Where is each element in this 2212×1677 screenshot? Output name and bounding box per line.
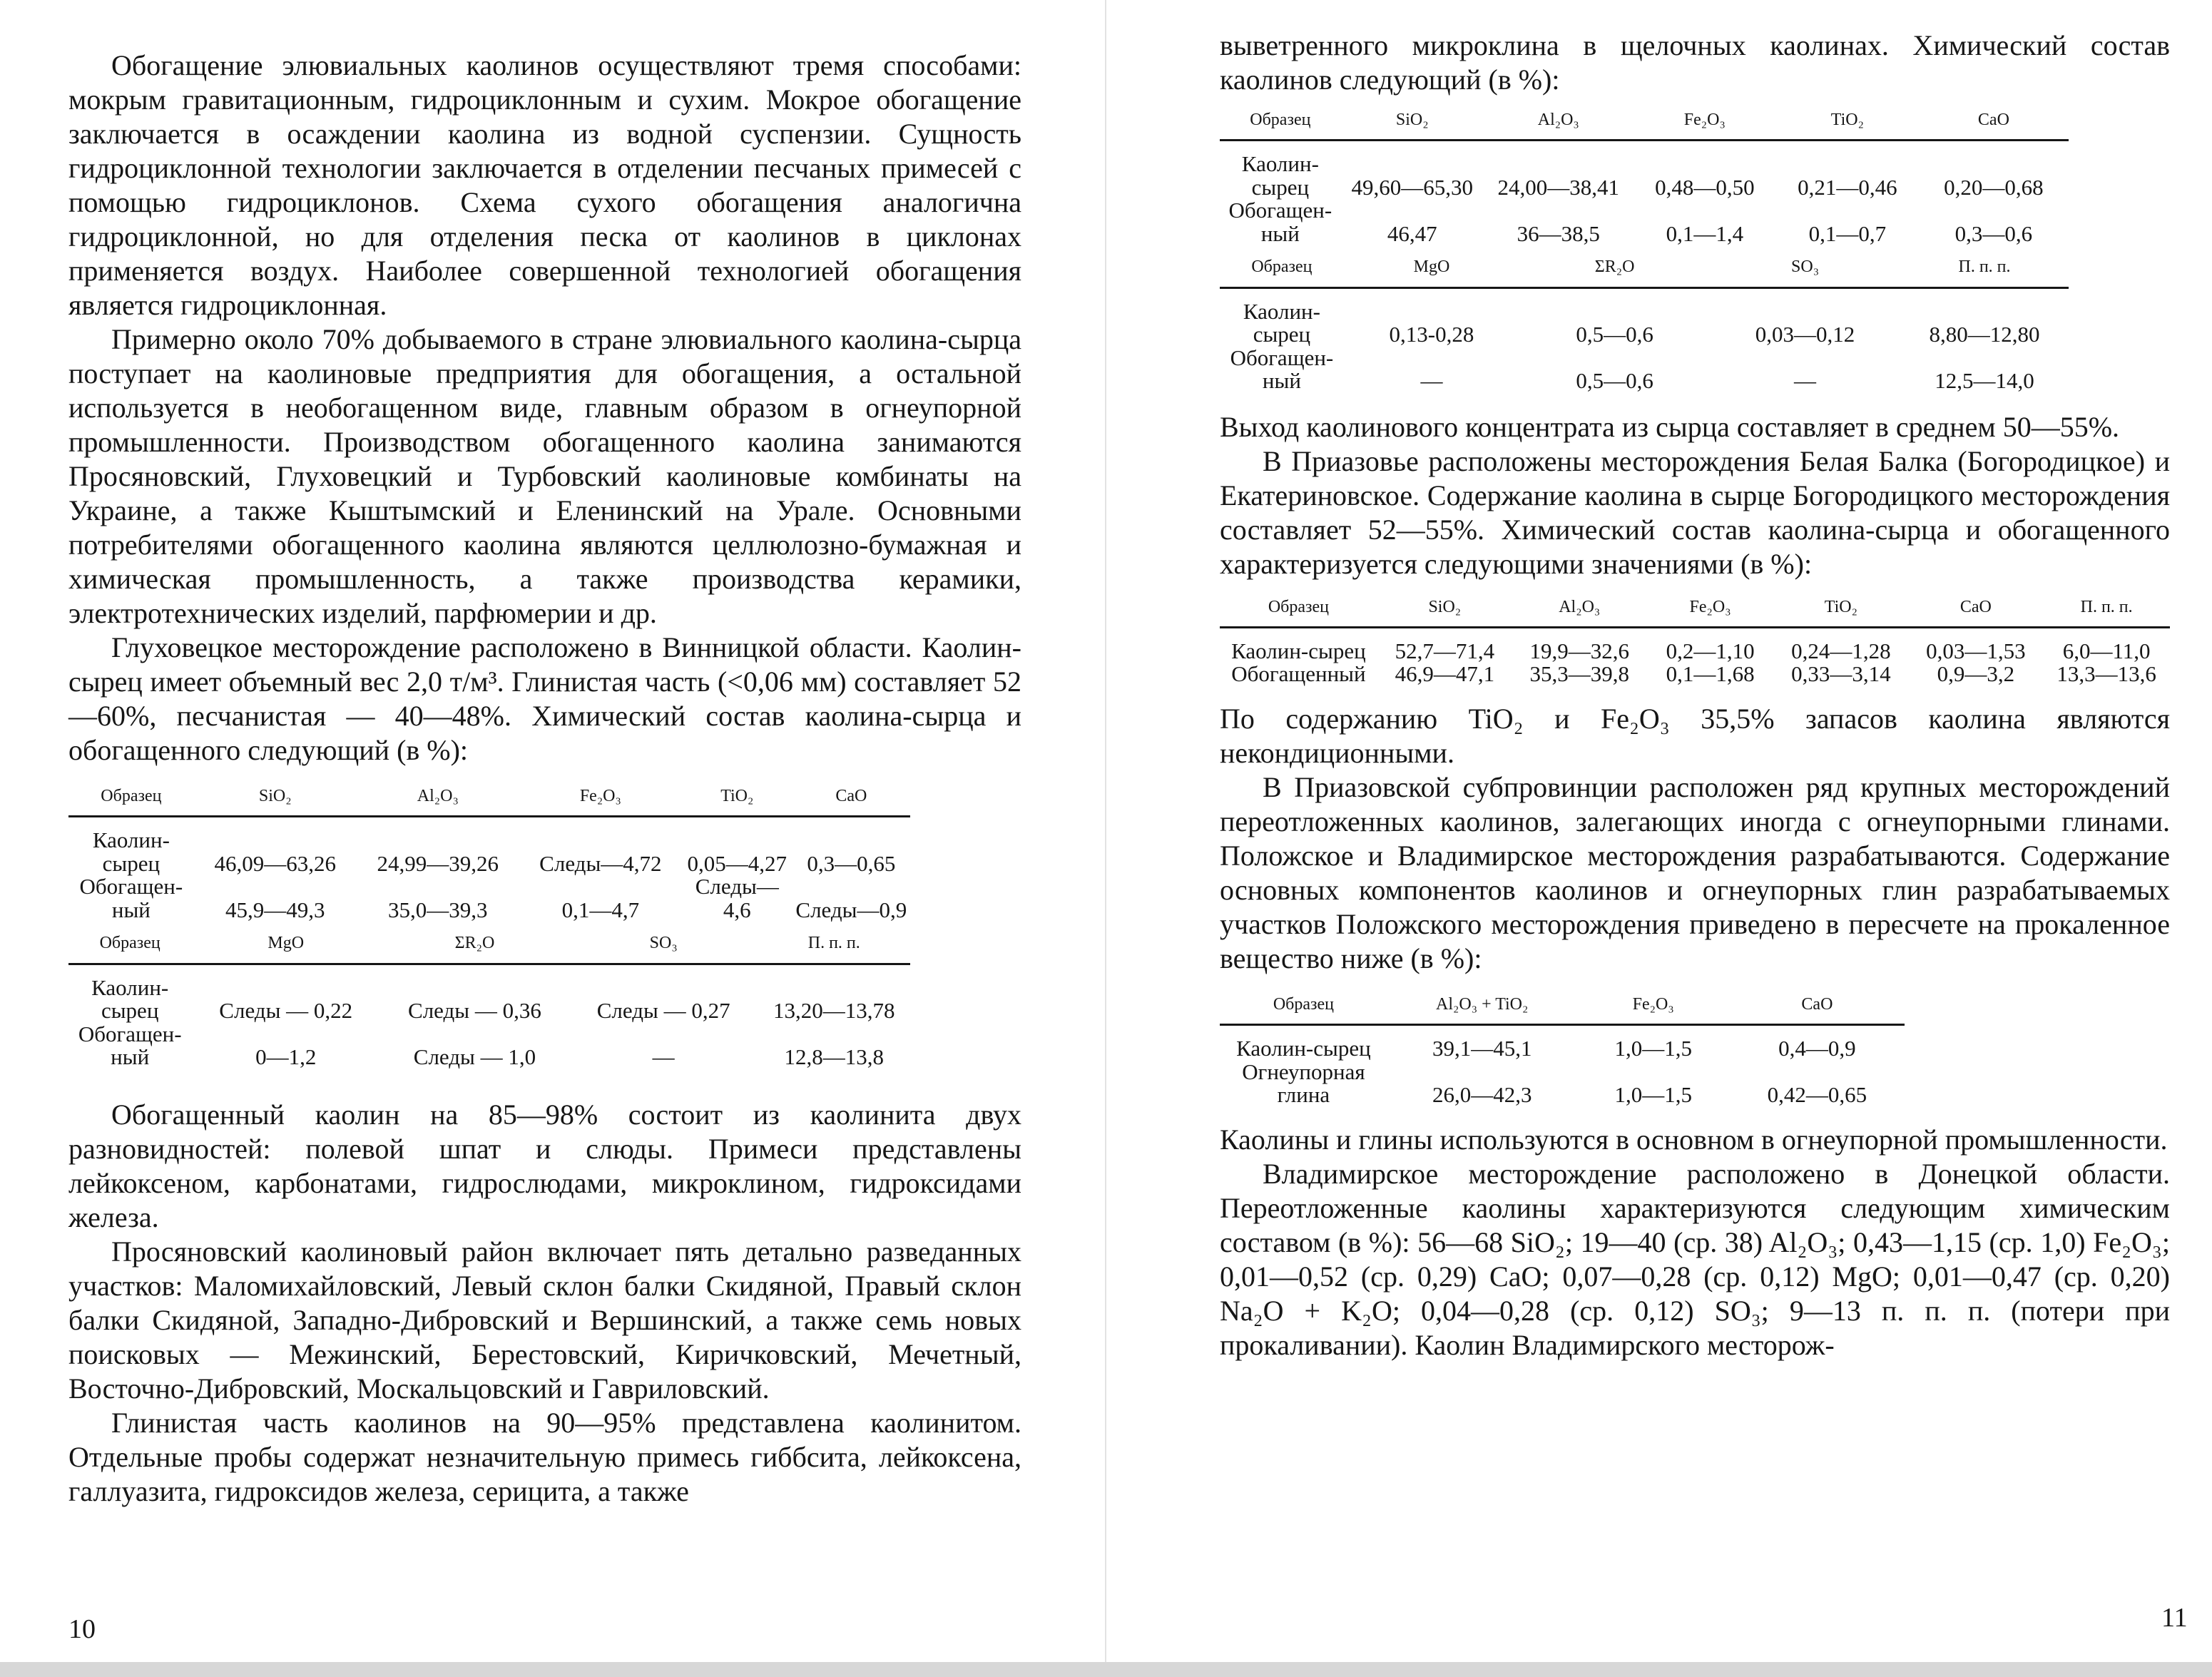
table-cell: 19,9—32,6: [1529, 638, 1629, 663]
table-header-row: [68, 934, 910, 964]
table-cell: Каолин-сырец: [1236, 1036, 1371, 1061]
table-header-cell: Образец: [1220, 996, 1387, 1025]
table-cell: 0,24—1,28: [1791, 638, 1891, 663]
table-cell: Следы—4,72: [539, 850, 662, 876]
table-cell: Следы — 0,22: [219, 998, 353, 1024]
table-cell: Огнеупорная глина: [1242, 1059, 1365, 1108]
table-row: [68, 875, 910, 922]
table-cell: 0,13-0,28: [1389, 322, 1474, 347]
table-header-cell: П. п. п.: [758, 934, 910, 964]
table-cell: 0,1—0,7: [1808, 220, 1887, 246]
table-kaolin-composition: [1220, 111, 2069, 245]
table-cell: Каолин-сырец: [92, 827, 170, 876]
paragraph-priazovye: В Приазовье расположены месторождения Белая Балка (Богородицкое) и Екатериновское. Содержание каолина в сырце Богородицкого месторождения составляет 52—55%. Химический состав каолина-сырца и обогащенного характеризуется следующими значениями (в %):: [1220, 444, 2170, 580]
table-cell: Следы—4,6: [695, 874, 779, 922]
table-cell: 1,0—1,5: [1614, 1036, 1692, 1061]
right-text-column: [1220, 29, 2170, 1362]
table-cell: 0,21—0,46: [1798, 174, 1897, 200]
table-header-cell: TiO₂: [1776, 111, 1919, 141]
table-header-cell: CaO: [1730, 996, 1905, 1025]
table-cell: 0,33—3,14: [1791, 661, 1891, 687]
table-row: [1220, 1061, 1905, 1107]
table-header-cell: Al₂O₃: [1484, 111, 1633, 141]
table-row: [1220, 287, 2069, 347]
table-header-cell: SiO₂: [1377, 598, 1512, 628]
table-header-cell: Образец: [1220, 111, 1341, 141]
table-header-row: [1220, 258, 2069, 287]
table-cell: 46,9—47,1: [1395, 661, 1495, 687]
table-cell: 0,03—0,12: [1755, 322, 1855, 347]
table-cell: 13,3—13,6: [2056, 661, 2156, 687]
right-page: [1106, 0, 2212, 1677]
table-header-row: [1220, 111, 2069, 141]
table-kaolin-composition-continued: [1220, 258, 2069, 392]
table-header-cell: TiO₂: [682, 787, 792, 817]
table-cell: 0,03—1,53: [1926, 638, 2026, 663]
table-cell: 8,80—12,80: [1929, 322, 2040, 347]
table-header-row: [68, 787, 910, 817]
paragraph-clay-fraction: Глинистая часть каолинов на 90—95% представлена каолинитом. Отдельные пробы содержат незначительную примесь гиббсита, лейкоксена, галлуазита, гидроксидов железа, серицита, а также: [68, 1406, 1021, 1507]
paragraph-prosyanovsky: Просяновский каолиновый район включает пять детально разведанных участков: Маломихайловский, Левый склон балки Скидяной, Правый склон балки Скидяной, Западно-Дибровский и Вершинский, а также семь новых поисковых — Межинский, Берестовский, Киричковский, Мечетный, Восточно-Дибровский, Москальцовский и Гавриловский.: [68, 1235, 1021, 1405]
paragraph-subprovince: В Приазовской субпровинции расположен ряд крупных месторождений переотложенных каолинов, залегающих иногда с огнеупорными глинами. Положское и Владимирское месторождения разрабатываются. Содержание основных компонентов каолинов и огнеупорных глин разрабатываемых участков Положского месторождения приведено в пересчете на прокаленное вещество ниже (в %):: [1220, 771, 2170, 975]
table-cell: 35,3—39,8: [1529, 661, 1629, 687]
table-cell: 13,20—13,78: [773, 998, 895, 1024]
table-row: [1220, 1025, 1905, 1061]
table-cell: 0—1,2: [255, 1044, 317, 1070]
table-header-cell: Al₂O₃ + TiO₂: [1387, 996, 1577, 1025]
paragraph-concentrate-yield: Выход каолинового концентрата из сырца составляет в среднем 50—55%.: [1220, 410, 2120, 443]
table-header-cell: Fe₂O₃: [1577, 996, 1730, 1025]
table-cell: 39,1—45,1: [1432, 1036, 1532, 1061]
table-header-cell: SO₃: [1710, 258, 1900, 287]
table-glukhovets-composition: [68, 787, 910, 922]
table-cell: Обогащен-ный: [1228, 198, 1332, 246]
paragraph-vladimirskoe: Владимирское месторождение расположено в Донецкой области. Переотложенные каолины характеризуются следующим химическим составом (в %): 56—68 SiO₂; 19—40 (ср. 38) Al₂O₃; 0,43—1,15 (ср. 1,0) Fe₂O₃; 0,01—0,52 (ср. 0,29) CaO; 0,07—0,28 (ср. 0,12) MgO; 0,01—0,47 (ср. 0,20) Na₂O + K₂O; 0,04—0,28 (ср. 0,12) SO₃; 9—13 п. п. п. (потери при прокаливании). Каолин Владимирского месторож-: [1220, 1157, 2170, 1361]
table-cell: 24,00—38,41: [1497, 174, 1620, 200]
table-header-cell: Образец: [1220, 598, 1377, 628]
table-header-cell: MgO: [191, 934, 380, 964]
table-header-cell: SO₃: [569, 934, 758, 964]
table-cell: 0,5—0,6: [1576, 368, 1653, 394]
table-cell: 0,20—0,68: [1944, 174, 2044, 200]
table-header-cell: TiO₂: [1773, 598, 1908, 628]
paragraph-substandard-reserves: По содержанию TiO₂ и Fe₂O₃ 35,5% запасов каолина являются некондиционными.: [1220, 703, 2170, 770]
table-header-cell: П. п. п.: [1900, 258, 2069, 287]
table-row: [1220, 199, 2069, 245]
table-cell: 1,0—1,5: [1614, 1082, 1692, 1108]
table-polozhsky-composition: [1220, 996, 1905, 1107]
table-cell: Обогащен-ный: [79, 874, 183, 922]
table-cell: 35,0—39,3: [388, 897, 488, 922]
left-text-column: [68, 49, 1021, 1509]
table-header-cell: Образец: [68, 934, 191, 964]
table-cell: —: [1794, 368, 1817, 394]
table-cell: 0,5—0,6: [1576, 322, 1653, 347]
table-cell: —: [652, 1044, 675, 1070]
table-cell: Обогащен-ный: [1230, 345, 1334, 394]
table-header-cell: Fe₂O₃: [1633, 111, 1776, 141]
table-row: [68, 964, 910, 1023]
page-number-right: 11: [2161, 1603, 2188, 1633]
table-cell: Каолин-сырец: [1231, 638, 1366, 663]
table-header-cell: CaO: [792, 787, 910, 817]
table-cell: 0,1—1,68: [1666, 661, 1755, 687]
table-row: [68, 817, 910, 876]
table-cell: 12,5—14,0: [1935, 368, 2034, 394]
table-cell: 0,9—3,2: [1937, 661, 2015, 687]
table-header-cell: Fe₂O₃: [1647, 598, 1774, 628]
table-cell: Следы — 0,27: [596, 998, 730, 1024]
table-cell: Каолин-сырец: [1241, 151, 1319, 200]
table-header-cell: Al₂O₃: [357, 787, 519, 817]
table-cell: 49,60—65,30: [1351, 174, 1473, 200]
table-cell: 0,48—0,50: [1655, 174, 1755, 200]
paragraph-enriched-kaolin: Обогащенный каолин на 85—98% состоит из каолинита двух разновидностей: полевой шпат и слюды. Примеси представлены лейкоксеном, карбонатами, гидрослюдами, микроклином, гидроксидами железа.: [68, 1098, 1021, 1233]
table-cell: Следы — 0,36: [408, 998, 541, 1024]
table-row: [68, 1023, 910, 1069]
table-header-cell: MgO: [1344, 258, 1519, 287]
table-cell: 0,1—4,7: [561, 897, 640, 922]
page-number-left: 10: [68, 1614, 96, 1644]
table-cell: 0,1—1,4: [1666, 220, 1744, 246]
table-cell: 0,3—0,6: [1954, 220, 2033, 246]
table-bogoroditsky-composition: [1220, 598, 2170, 686]
table-header-cell: SiO₂: [1341, 111, 1484, 141]
table-cell: 0,4—0,9: [1778, 1036, 1856, 1061]
table-cell: 0,2—1,10: [1666, 638, 1755, 663]
table-cell: 46,09—63,26: [214, 850, 336, 876]
table-cell: 52,7—71,4: [1395, 638, 1495, 663]
table-cell: 45,9—49,3: [225, 897, 325, 922]
table-cell: Следы — 1,0: [413, 1044, 536, 1070]
table-header-row: [1220, 598, 2170, 628]
table-cell: 24,99—39,26: [377, 850, 499, 876]
table-cell: 6,0—11,0: [2062, 638, 2151, 663]
table-cell: Обогащенный: [1231, 661, 1366, 687]
paragraph-microcline: выветренного микроклина в щелочных каолинах. Химический состав каолинов следующий (в %):: [1220, 29, 2170, 96]
table-row: [1220, 663, 2170, 686]
table-cell: —: [1420, 368, 1443, 394]
table-header-cell: CaO: [1908, 598, 2043, 628]
table-header-cell: Образец: [1220, 258, 1344, 287]
table-header-cell: SiO₂: [194, 787, 357, 817]
table-row: [1220, 627, 2170, 663]
table-cell: Обогащен-ный: [78, 1021, 182, 1070]
table-header-cell: CaO: [1919, 111, 2069, 141]
table-cell: 46,47: [1387, 220, 1437, 246]
table-cell: Каолин-сырец: [91, 974, 169, 1024]
table-header-cell: Al₂O₃: [1512, 598, 1647, 628]
table-glukhovets-composition-continued: [68, 934, 910, 1069]
table-cell: Следы—0,9: [795, 897, 907, 922]
table-cell: 0,05—4,27: [687, 850, 788, 876]
table-header-cell: Образец: [68, 787, 194, 817]
table-cell: Каолин-сырец: [1243, 298, 1320, 347]
table-header-cell: ΣR₂O: [1519, 258, 1710, 287]
table-cell: 36—38,5: [1517, 220, 1600, 246]
table-header-cell: ΣR₂O: [380, 934, 569, 964]
table-header-cell: П. п. п.: [2043, 598, 2170, 628]
table-cell: 0,42—0,65: [1767, 1082, 1867, 1108]
table-row: [1220, 141, 2069, 200]
table-row: [1220, 347, 2069, 393]
paragraph-usage: Каолины и глины используются в основном в огнеупорной промышленности.: [1220, 1123, 2168, 1156]
table-header-row: [1220, 996, 1905, 1025]
table-header-cell: Fe₂O₃: [519, 787, 682, 817]
table-cell: 0,3—0,65: [807, 850, 896, 876]
table-cell: 12,8—13,8: [784, 1044, 885, 1070]
paragraph-glukhovets: Глуховецкое месторождение расположено в Винницкой области. Каолин-сырец имеет объемный вес 2,0 т/м³. Глинистая часть (<0,06 мм) составляет 52—60%, песчанистая — 40—48%. Химический состав каолина-сырца и обогащенного следующий (в %):: [68, 631, 1021, 766]
table-cell: 26,0—42,3: [1432, 1082, 1532, 1108]
paragraph-production: Примерно около 70% добываемого в стране элювиального каолина-сырца поступает на каолиновые предприятия для обогащения, а остальной используется в необогащенном виде, главным образом в огнеупорной промышленности. Производством обогащенного каолина занимаются Просяновский, Глуховецкий и Турбовский каолиновые комбинаты на Украине, а также Кыштымский и Еленинский на Урале. Основными потребителями обогащенного каолина являются целлюлозно-бумажная и химическая промышленность, а также производства керамики, электротехнических изделий, парфюмерии и др.: [68, 323, 1021, 629]
paragraph-enrichment-methods: Обогащение элювиальных каолинов осуществляют тремя способами: мокрым гравитационным, гидроциклонным и сухим. Мокрое обогащение заключается в осаждении каолина из водной суспензии. Сущность гидроциклонной технологии заключается в отделении песчаных примесей с помощью гидроциклонов. Схема сухого обогащения аналогична гидроциклонной, но для отделения песка от каолинов в циклонах применяется воздух. Наиболее совершенной технологией обогащения является гидроциклонная.: [68, 49, 1021, 321]
